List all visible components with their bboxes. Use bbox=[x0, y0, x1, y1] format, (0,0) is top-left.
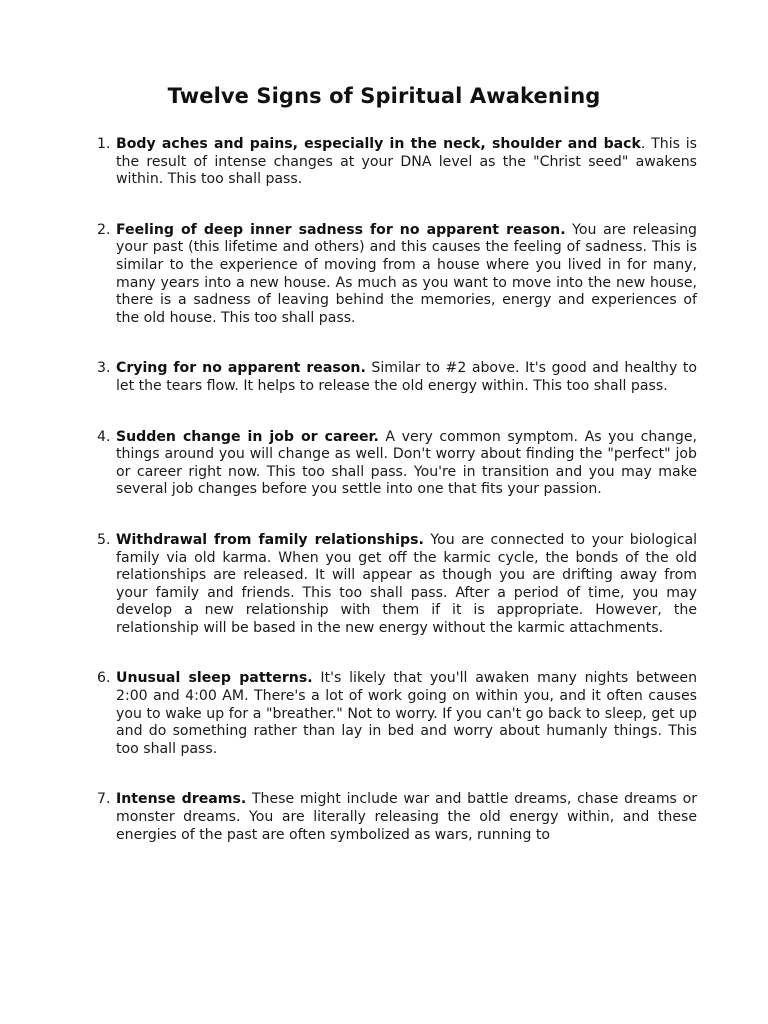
item-body: You are connected to your biological family via old karma. When you get off the karmic cycle, the bonds of the old relationships are released. It will appear as though you are drifting away from your family and friends. This too shall pass. After a period of time, you may develop a new relationship with them if it is appropriate. However, the relationship will be based in the new energy without the karmic attachments. bbox=[116, 531, 697, 636]
list-item bbox=[0, 429, 768, 499]
item-text bbox=[116, 136, 697, 189]
item-number: 2. bbox=[97, 221, 111, 238]
item-heading: Crying for no apparent reason. bbox=[116, 360, 366, 377]
item-heading: Sudden change in job or career. bbox=[116, 428, 379, 445]
list-item bbox=[0, 222, 768, 328]
list-item bbox=[0, 136, 768, 189]
item-heading: Unusual sleep patterns. bbox=[116, 670, 313, 687]
item-number: 3. bbox=[97, 360, 111, 377]
signs-list bbox=[0, 136, 768, 877]
item-text bbox=[116, 222, 697, 328]
item-heading: Body aches and pains, especially in the neck, shoulder and back bbox=[116, 136, 641, 152]
item-number: 5. bbox=[97, 531, 111, 548]
document-title: Twelve Signs of Spiritual Awakening bbox=[167, 84, 601, 108]
item-body: You are releasing your past (this lifetime and others) and this causes the feeling of sadness. This is similar to the experience of moving from a house where you lived in for many, many years into a new house. As much as you want to move into the new house, there is a sadness of leaving behind the memories, energy and experiences of the old house. This too shall pass. bbox=[116, 221, 697, 326]
item-body: A very common symptom. As you change, things around you will change as well. Don't worry about finding the "perfect" job or career right now. This too shall pass. You're in transition and you may make several job changes before you settle into one that fits your passion. bbox=[116, 428, 697, 498]
item-heading: Withdrawal from family relationships. bbox=[116, 531, 424, 548]
item-text bbox=[116, 360, 697, 395]
item-text bbox=[116, 791, 697, 844]
list-item bbox=[0, 360, 768, 395]
item-body: . This is the result of intense changes at your DNA level as the "Christ seed" awakens within. This too shall pass. bbox=[116, 136, 697, 188]
item-text bbox=[116, 429, 697, 499]
item-number: 7. bbox=[97, 791, 111, 808]
item-heading: Feeling of deep inner sadness for no apparent reason. bbox=[116, 221, 566, 238]
item-body: Similar to #2 above. It's good and healthy to let the tears flow. It helps to release the old energy within. This too shall pass. bbox=[116, 360, 698, 394]
item-text bbox=[116, 670, 697, 758]
item-body: It's likely that you'll awaken many nights between 2:00 and 4:00 AM. There's a lot of work going on within you, and it often causes you to wake up for a "breather." Not to worry. If you can't go back to sleep, get up and do something rather than lay in bed and worry about humanly things. This too shall pass. bbox=[116, 670, 697, 757]
item-number: 1. bbox=[97, 136, 111, 152]
item-text bbox=[116, 532, 697, 638]
list-item bbox=[0, 532, 768, 638]
item-body: These might include war and battle dreams, chase dreams or monster dreams. You are literally releasing the old energy within, and these energies of the past are often symbolized as wars, running to bbox=[116, 791, 698, 843]
item-number: 4. bbox=[97, 428, 111, 445]
list-item bbox=[0, 791, 768, 844]
item-number: 6. bbox=[97, 670, 111, 687]
item-heading: Intense dreams. bbox=[116, 791, 247, 808]
list-item bbox=[0, 670, 768, 758]
